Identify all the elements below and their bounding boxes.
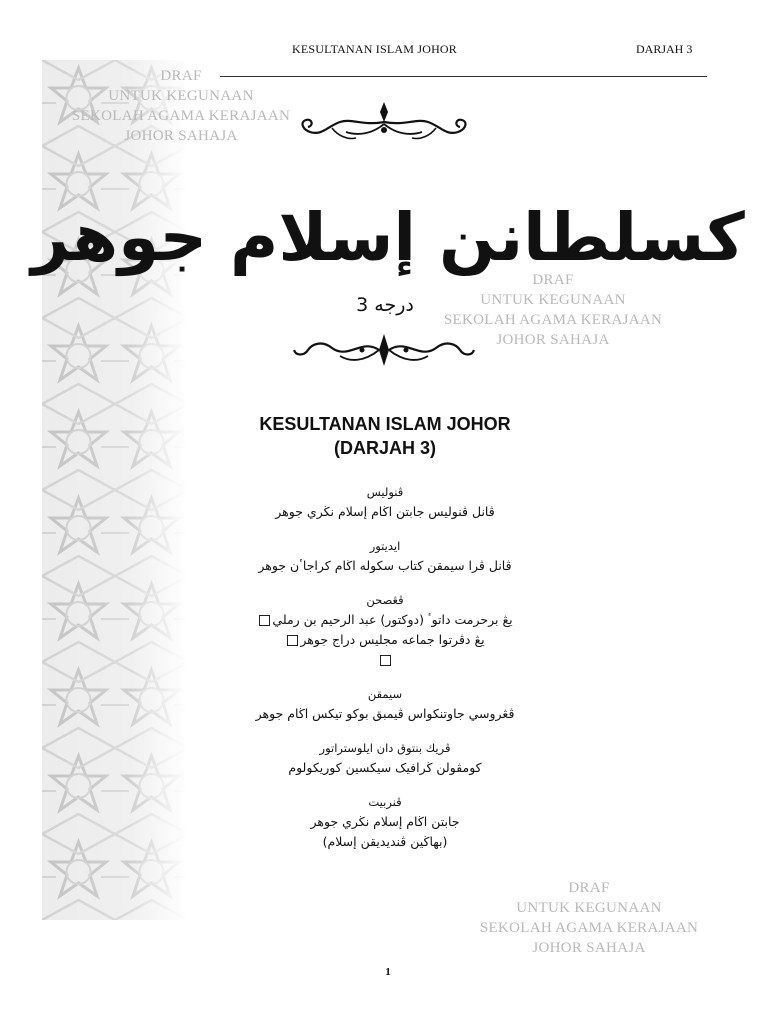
credit-role: ڤنوليس (366, 485, 404, 499)
credit-reviewer (200, 684, 570, 724)
header-grade: DARJAH 3 (636, 42, 693, 56)
islamic-pattern-border (42, 60, 188, 920)
credit-role: ڤريك بنتوق دان ايلوستراتور (319, 741, 451, 755)
credit-line: ڤانل ڤرا سيمقن كتاب سكوله اڬام كراجاٴن جوهر (258, 558, 512, 573)
watermark-line: SEKOLAH AGAMA KERAJAAN (71, 108, 291, 124)
watermark-line: UNTUK KEGUNAAN (108, 88, 254, 104)
ornament-bottom (292, 330, 476, 370)
credit-writer (200, 482, 570, 522)
credit-line: جابتن اڬام إسلام نڬري جوهر (310, 814, 460, 829)
title-line-2: (DARJAH 3) (333, 438, 436, 458)
missing-glyph-box (259, 615, 270, 626)
watermark-bottom (448, 878, 730, 958)
watermark-line: SEKOLAH AGAMA KERAJAAN (479, 920, 699, 936)
darjah-jawi: درجه 3 (356, 294, 414, 316)
credit-line-text: يڠ برحرمت داتوٴ (دوكتور) عبد الرحيم بن رملي (272, 612, 513, 627)
watermark-line: JOHOR SAHAJA (532, 940, 646, 956)
title-line-1: KESULTANAN ISLAM JOHOR (259, 414, 511, 434)
missing-glyph-box (287, 635, 298, 646)
credit-role: سيمقن (367, 687, 403, 701)
watermark-line: DRAF (568, 880, 610, 896)
watermark-line: JOHOR SAHAJA (124, 128, 238, 144)
header-title: KESULTANAN ISLAM JOHOR (292, 42, 458, 56)
watermark-line: SEKOLAH AGAMA KERAJAAN (443, 312, 663, 328)
credit-role: ايديتور (369, 539, 401, 553)
calligraphy-text: كسلطانن إسلام جوهر (31, 199, 745, 276)
watermark-line: UNTUK KEGUNAAN (480, 292, 626, 308)
credit-approver (200, 590, 570, 670)
credit-line: ڤڠروسي جاوتنكواس ڤيمبق بوكو تيكس اڬام جوهر (255, 706, 515, 721)
credit-line: ڤانل ڤنوليس جابتن اڬام إسلام نڬري جوهر (275, 504, 495, 519)
credit-publisher (200, 792, 570, 852)
watermark-line: DRAF (532, 272, 574, 288)
credit-line (200, 610, 570, 630)
main-title (210, 412, 560, 460)
watermark-top (40, 66, 322, 146)
credit-role: ڤنربيت (368, 795, 402, 809)
watermark-line: UNTUK KEGUNAAN (516, 900, 662, 916)
page-number: 1 (385, 966, 391, 978)
watermark-line: DRAF (160, 68, 202, 84)
credit-line: كومڤولن ڬرافيک سيكسين كوريكولوم (288, 760, 482, 775)
credit-line-text: يڠ دڤرتوا جماعه مجليس دراج جوهر (300, 632, 485, 647)
watermark-line: JOHOR SAHAJA (496, 332, 610, 348)
ornament-top (292, 100, 476, 148)
credit-editor (200, 536, 570, 576)
credits-section (200, 482, 570, 866)
credit-line (200, 650, 570, 670)
credit-role: ڤڠصحن (366, 593, 404, 607)
missing-glyph-box (380, 655, 391, 666)
credit-designer (200, 738, 570, 778)
credit-line (200, 630, 570, 650)
credit-line: (بهاڬين ڤنديديقن إسلام) (322, 834, 448, 849)
